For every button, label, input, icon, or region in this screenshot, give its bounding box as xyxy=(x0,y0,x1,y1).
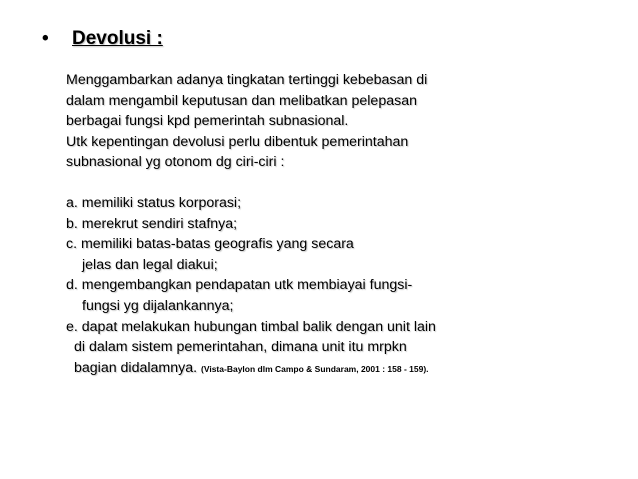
slide-heading xyxy=(42,28,163,50)
paragraph-line: berbagai fungsi kpd pemerintah subnasional. xyxy=(66,113,349,130)
citation: (Vista-Baylon dlm Campo & Sundaram, 2001 : 158 - 159). xyxy=(201,363,429,374)
list-item-e-text: bagian didalamnya. xyxy=(74,359,198,376)
list-item-e-continued: di dalam sistem pemerintahan, dimana unit itu mrpkn xyxy=(74,339,407,356)
spacer xyxy=(66,173,626,193)
bullet-icon: • xyxy=(42,28,49,49)
paragraph-line: Utk kepentingan devolusi perlu dibentuk pemerintahan xyxy=(66,133,409,150)
slide-body xyxy=(66,70,626,378)
list-item-e-last xyxy=(66,358,626,379)
paragraph-line: subnasional yg otonom dg ciri-ciri : xyxy=(66,154,285,171)
list-item-a: a. memiliki status korporasi; xyxy=(66,194,242,211)
list-item-e: e. dapat melakukan hubungan timbal balik dengan unit lain xyxy=(66,318,436,335)
heading-title: Devolusi : xyxy=(72,28,163,49)
list-item-c-continued: jelas dan legal diakui; xyxy=(82,256,218,273)
list-item-d-continued: fungsi yg dijalankannya; xyxy=(82,297,234,314)
paragraph-line: dalam mengambil keputusan dan melibatkan pelepasan xyxy=(66,92,417,109)
list-item-d: d. mengembangkan pendapatan utk membiayai fungsi- xyxy=(66,277,413,294)
list-item-b: b. merekrut sendiri stafnya; xyxy=(66,215,238,232)
paragraph-line: Menggambarkan adanya tingkatan tertinggi kebebasan di xyxy=(66,72,428,88)
list-item-c: c. memiliki batas-batas geografis yang secara xyxy=(66,236,354,253)
